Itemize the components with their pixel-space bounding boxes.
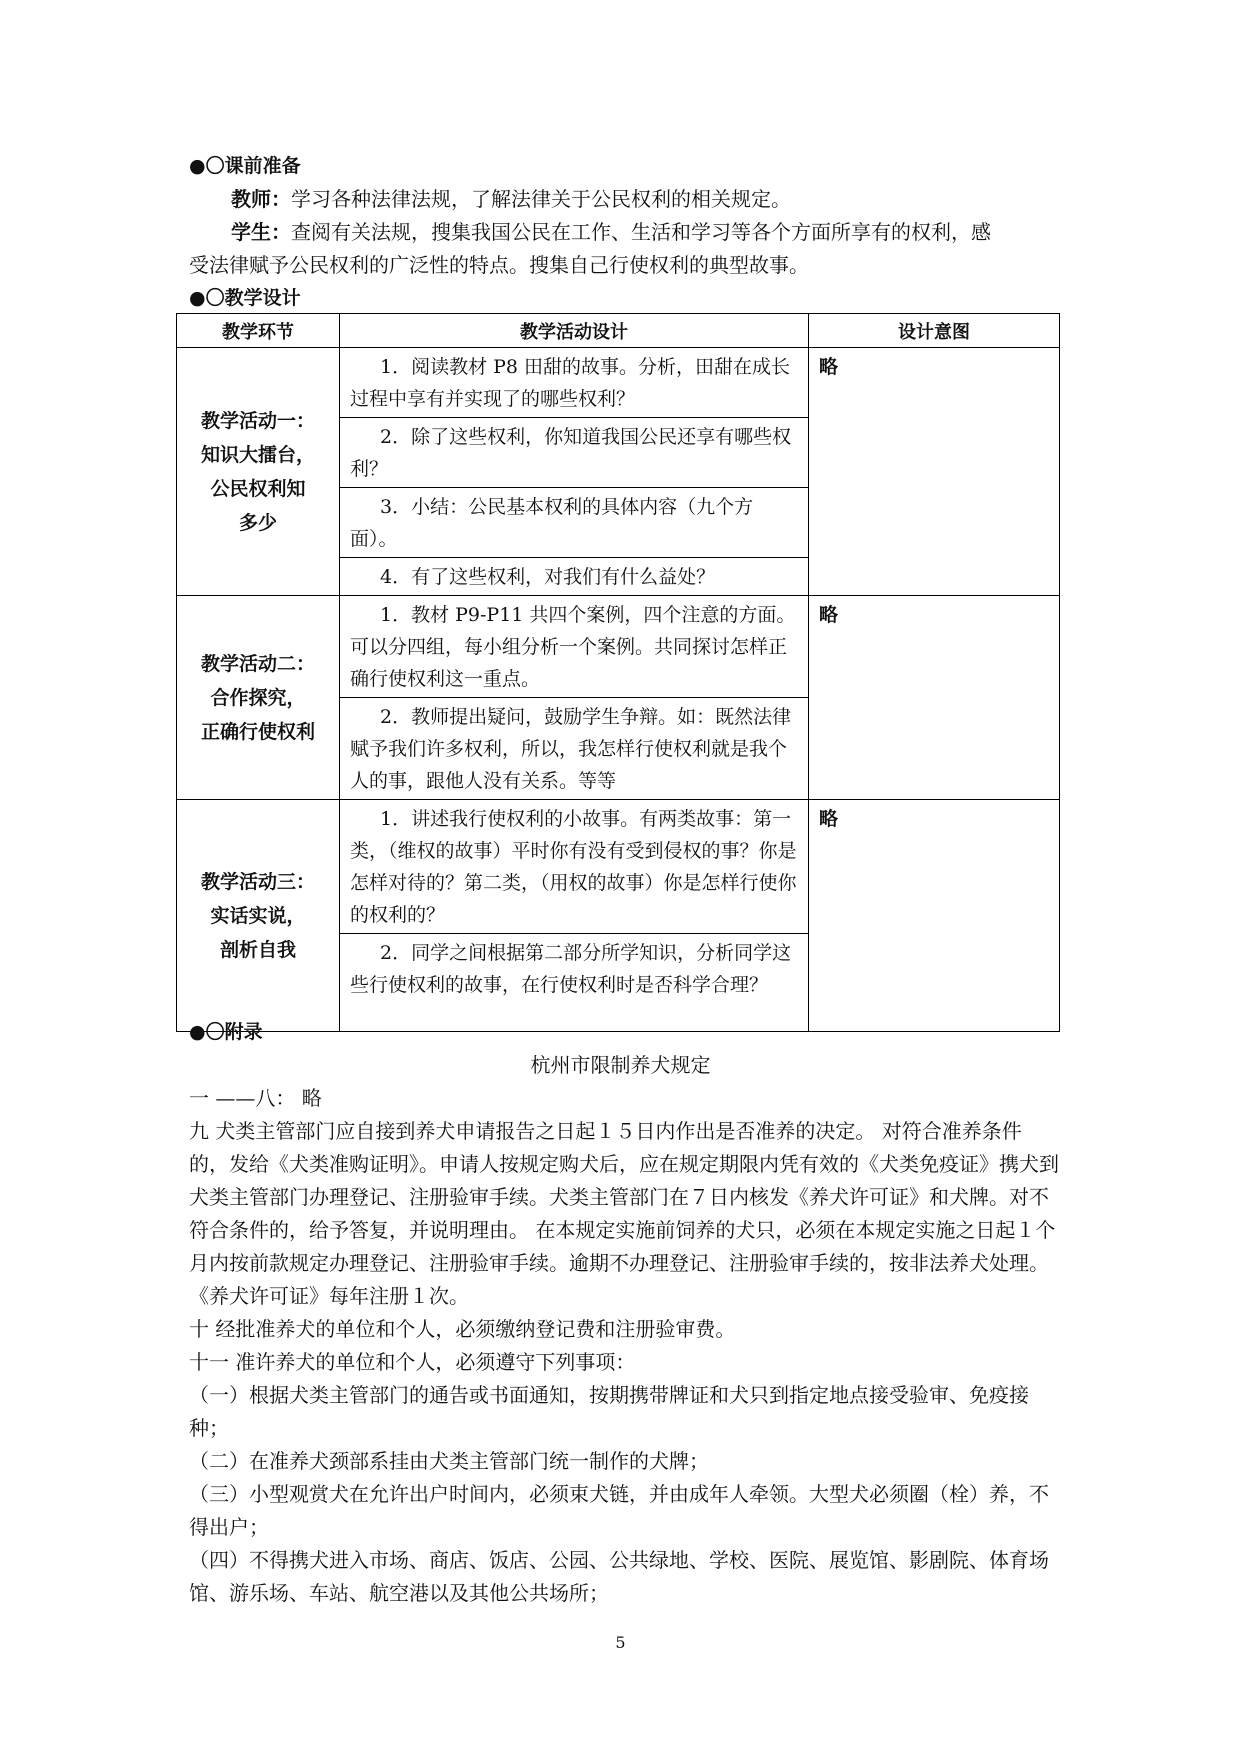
activity-cell: 2．同学之间根据第二部分所学知识，分析同学这些行使权利的故事，在行使权利时是否科学合理？: [340, 934, 809, 1032]
header-stage: 教学环节: [177, 314, 340, 348]
appendix-title: 杭州市限制养犬规定: [530, 1053, 711, 1077]
teaching-design-table: [176, 313, 1060, 1032]
stage-cell: 教学活动三： 实话实说， 剖析自我: [177, 800, 340, 1032]
stage-cell: 教学活动一： 知识大擂台， 公民权利知 多少: [177, 348, 340, 596]
teacher-prep: 教师：学习各种法律法规，了解法律关于公民权利的相关规定。: [231, 187, 791, 211]
header-intent: 设计意图: [809, 314, 1060, 348]
intent-cell: 略: [809, 348, 1060, 596]
bullet-icon: ●〇: [189, 1021, 225, 1043]
section-head-appendix: ●〇附录: [189, 1021, 263, 1043]
bullet-icon: ●〇: [189, 155, 225, 177]
clause-11: 十一 准许养犬的单位和个人，必须遵守下列事项：: [189, 1350, 636, 1374]
student-prep-line2: 受法律赋予公民权利的广泛性的特点。搜集自己行使权利的典型故事。: [189, 253, 809, 277]
table-row: [177, 800, 1060, 934]
intent-cell: 略: [809, 596, 1060, 800]
clause-1-8: 一 ——八： 略: [189, 1086, 322, 1110]
table-row: [177, 348, 1060, 418]
clause-11-item-2: （二）在准养犬颈部系挂由犬类主管部门统一制作的犬牌；: [189, 1449, 709, 1473]
clause-11-item-1: （一）根据犬类主管部门的通告或书面通知，按期携带牌证和犬只到指定地点接受验审、免疫接种；: [189, 1383, 1029, 1440]
clause-10: 十 经批准养犬的单位和个人，必须缴纳登记费和注册验审费。: [189, 1317, 736, 1341]
table-row: [177, 596, 1060, 698]
student-prep-line1: 学生：查阅有关法规，搜集我国公民在工作、生活和学习等各个方面所享有的权利，感: [231, 220, 991, 244]
page-number: 5: [615, 1633, 626, 1652]
activity-cell: 1．教材 P9-P11 共四个案例，四个注意的方面。可以分四组，每小组分析一个案例。共同探讨怎样正确行使权利这一重点。: [340, 596, 809, 698]
clause-11-item-3: （三）小型观赏犬在允许出户时间内，必须束犬链，并由成年人牵领。大型犬必须圈（栓）养，不得出户；: [189, 1482, 1049, 1539]
section-head-preparation: ●〇课前准备: [189, 155, 301, 177]
section-head-design: ●〇教学设计: [189, 287, 301, 309]
clause-11-item-4: （四）不得携犬进入市场、商店、饭店、公园、公共绿地、学校、医院、展览馆、影剧院、体育场馆、游乐场、车站、航空港以及其他公共场所；: [189, 1548, 1049, 1605]
activity-cell: 1．阅读教材 P8 田甜的故事。分析，田甜在成长过程中享有并实现了的哪些权利？: [340, 348, 809, 418]
bullet-icon: ●〇: [189, 287, 225, 309]
activity-cell: 4．有了这些权利，对我们有什么益处？: [340, 558, 809, 596]
stage-cell: 教学活动二： 合作探究， 正确行使权利: [177, 596, 340, 800]
table-header-row: [177, 314, 1060, 348]
activity-cell: 2．教师提出疑问，鼓励学生争辩。如：既然法律赋予我们许多权利，所以，我怎样行使权利就是我个人的事，跟他人没有关系。等等: [340, 698, 809, 800]
clause-9: 九 犬类主管部门应自接到养犬申请报告之日起１５日内作出是否准养的决定。 对符合准养条件的，发给《犬类准购证明》。申请人按规定购犬后，应在规定期限内凭有效的《犬类免疫证》携犬到犬类主管部门办理登记、注册验审手续。犬类主管部门在７日内核发《养犬许可证》和犬牌。对不符合条件的，给予答复，并说明理由。 在本规定实施前饲养的犬只，必须在本规定实施之日起１个月内按前款规定办理登记、注册验审手续。逾期不办理登记、注册验审手续的，按非法养犬处理。 《养犬许可证》每年注册１次。: [189, 1119, 1059, 1308]
header-activity: 教学活动设计: [340, 314, 809, 348]
intent-cell: 略: [809, 800, 1060, 1032]
activity-cell: 2．除了这些权利，你知道我国公民还享有哪些权利？: [340, 418, 809, 488]
activity-cell: 1．讲述我行使权利的小故事。有两类故事：第一类，（维权的故事）平时你有没有受到侵权的事？你是怎样对待的？第二类，（用权的故事）你是怎样行使你的权利的？: [340, 800, 809, 934]
activity-cell: 3．小结：公民基本权利的具体内容（九个方面）。: [340, 488, 809, 558]
